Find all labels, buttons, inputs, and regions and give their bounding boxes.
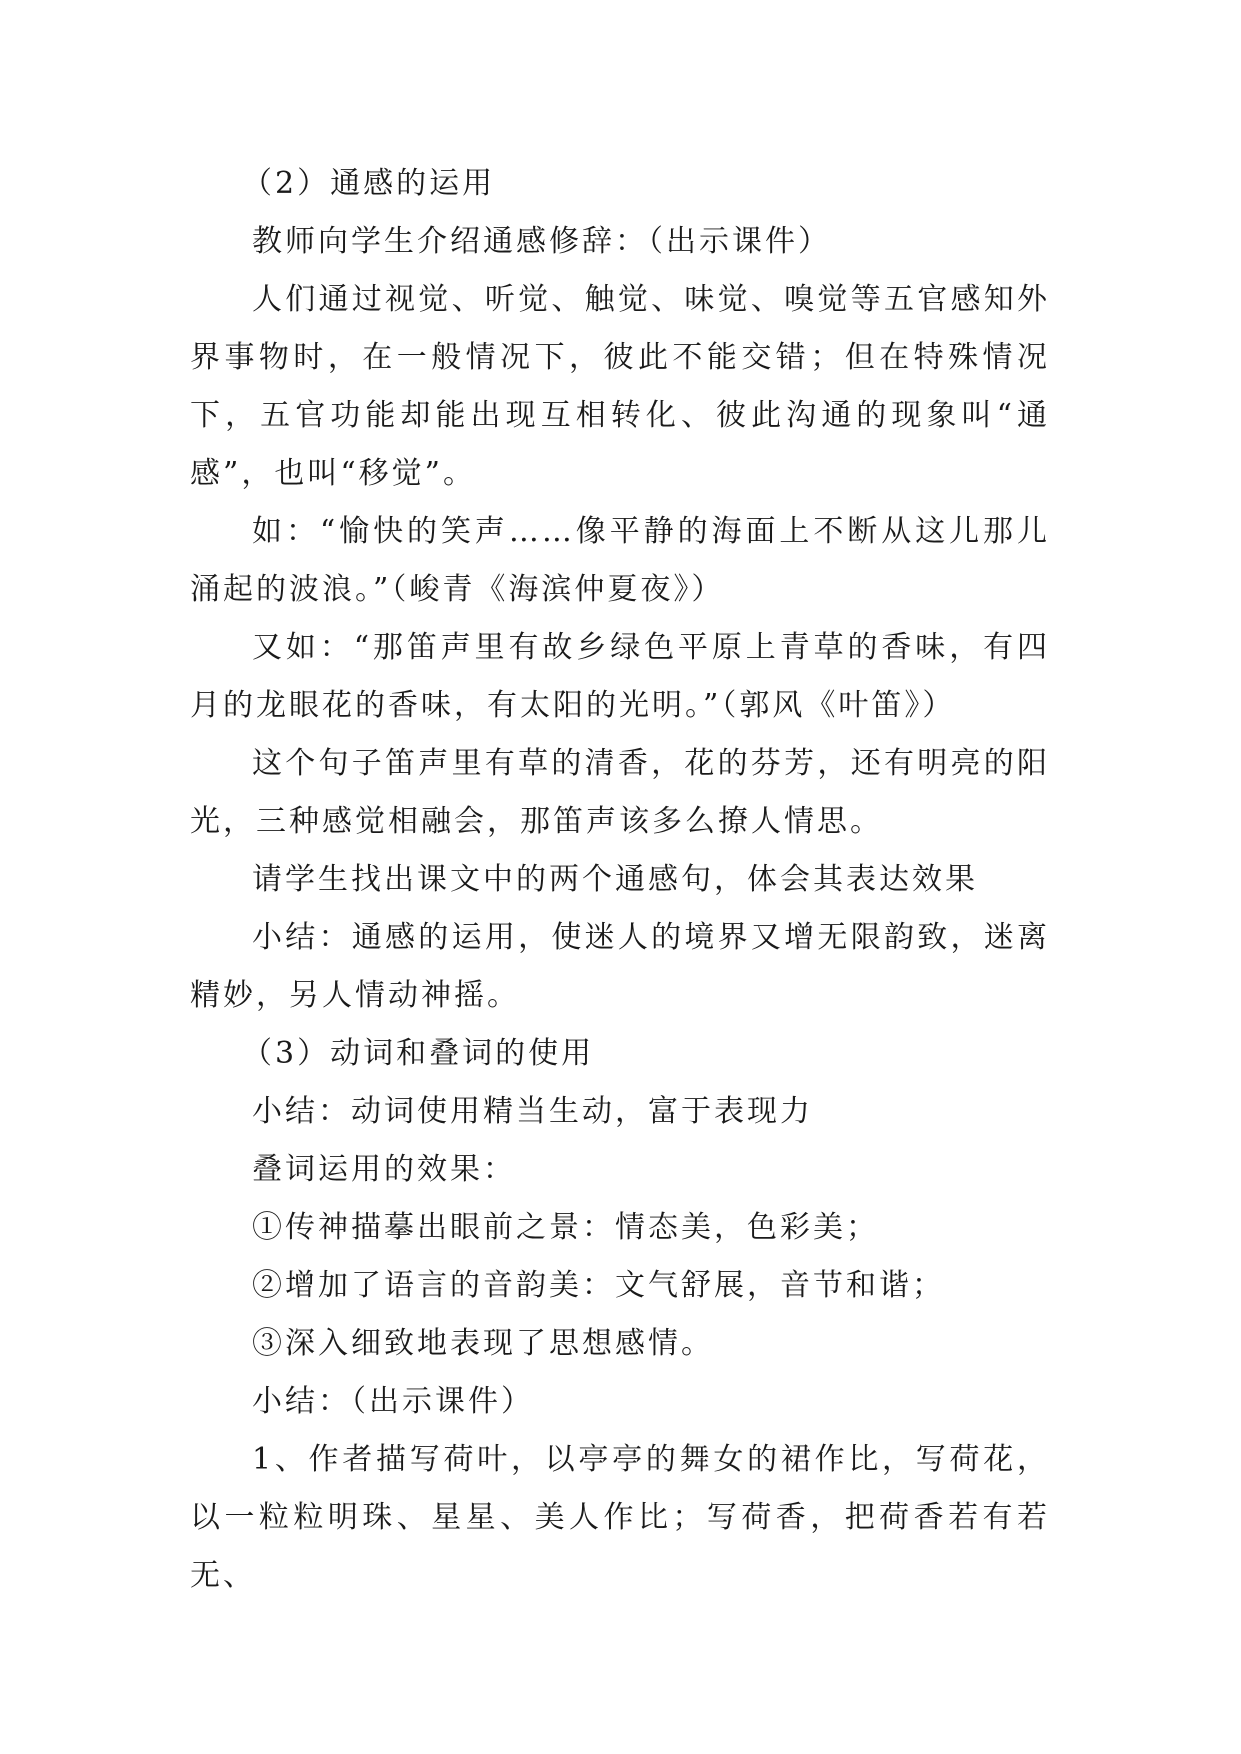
paragraph-summary-synesthesia: 小结：通感的运用，使迷人的境界又增无限韵致，迷离精妙，另人情动神摇。 xyxy=(190,920,1050,1013)
list-item-effect-3: ③深入细致地表现了思想感情。 xyxy=(252,1326,714,1361)
paragraph-summary-point-1: 1、作者描写荷叶，以亭亭的舞女的裙作比，写荷花，以一粒粒明珠、星星、美人作比；写荷香，把荷香若有若无、 xyxy=(190,1442,1050,1593)
section-heading-synesthesia: （2）通感的运用 xyxy=(242,166,496,201)
paragraph-example-explanation: 这个句子笛声里有草的清香，花的芬芳，还有明亮的阳光，三种感觉相融会，那笛声该多么撩人情思。 xyxy=(190,746,1050,839)
paragraph-reduplication-effects: 叠词运用的效果： xyxy=(252,1152,516,1187)
paragraph-student-task: 请学生找出课文中的两个通感句，体会其表达效果 xyxy=(252,862,978,897)
list-item-effect-2: ②增加了语言的音韵美：文气舒展，音节和谐； xyxy=(252,1268,945,1303)
paragraph-summary-verbs: 小结：动词使用精当生动，富于表现力 xyxy=(252,1094,813,1129)
paragraph-example-2: 又如：“那笛声里有故乡绿色平原上青草的香味，有四月的龙眼花的香味，有太阳的光明。”（郭风《叶笛》） xyxy=(190,630,1050,723)
list-item-effect-1: ①传神描摹出眼前之景：情态美，色彩美； xyxy=(252,1210,879,1245)
paragraph-example-1: 如：“愉快的笑声……像平静的海面上不断从这儿那儿涌起的波浪。”（峻青《海滨仲夏夜》） xyxy=(190,514,1050,607)
paragraph-summary-courseware: 小结：（出示课件） xyxy=(252,1384,534,1419)
section-heading-verbs-reduplication: （3）动词和叠词的使用 xyxy=(242,1036,595,1071)
paragraph-synesthesia-definition: 人们通过视觉、听觉、触觉、味觉、嗅觉等五官感知外界事物时，在一般情况下，彼此不能交错；但在特殊情况下，五官功能却能出现互相转化、彼此沟通的现象叫“通感”，也叫“移觉”。 xyxy=(190,282,1050,491)
paragraph-teacher-intro: 教师向学生介绍通感修辞：（出示课件） xyxy=(252,224,831,259)
document-body xyxy=(190,155,1050,1605)
